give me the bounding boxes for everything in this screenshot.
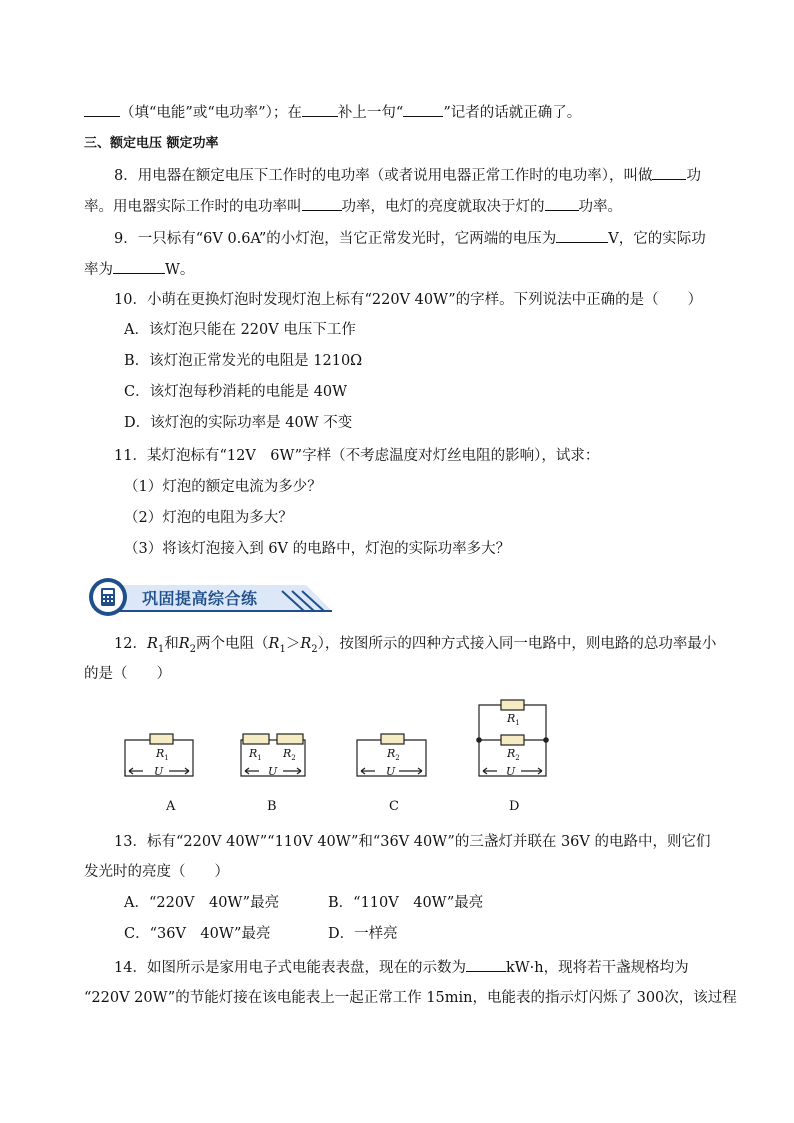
label-r: $R_2$ xyxy=(283,747,296,762)
option-b[interactable]: B．该灯泡正常发光的电阻是 1210Ω xyxy=(124,353,363,369)
question-12: 12．$R_1$和$R_2$两个电阻$(R_1>R_2)$，按图所示的四种方式接入同一电路中，则电路的总功率最小 xyxy=(114,636,717,655)
diagram-label-d: D xyxy=(509,799,520,814)
option-d[interactable]: D．该灯泡的实际功率是 40W 不变 xyxy=(124,415,353,431)
option-b[interactable]: B．“110V 40W”最亮 xyxy=(328,895,484,911)
fill-line-1: （填“电能”或“电功率”）；在 补上一句“ ”记者的话就正确了。 xyxy=(84,102,581,123)
diagram-label-a: A xyxy=(166,799,176,814)
question-14-cont: “220V 20W”的节能灯接在该电能表上一起正常工作 15min，电能表的指示灯闪烁了 300次，该过程 xyxy=(84,990,737,1006)
blank[interactable] xyxy=(545,196,579,211)
blank[interactable] xyxy=(84,102,120,117)
resistor-r2 xyxy=(277,734,303,744)
label-r: $R_2$ xyxy=(507,747,520,762)
option-c[interactable]: C．该灯泡每秒消耗的电能是 40W xyxy=(124,384,348,400)
resistor-r2 xyxy=(501,735,524,745)
label-r: $R_2$ xyxy=(387,747,400,762)
subquestion-2: （2）灯泡的电阻为多大？ xyxy=(124,510,293,526)
section-heading: 三、额定电压 额定功率 xyxy=(84,136,219,151)
banner-title: 巩固提高综合练 xyxy=(142,589,258,608)
blank[interactable] xyxy=(652,165,686,180)
label-r: $R_1$ xyxy=(249,747,262,762)
question-13: 13．标有“220V 40W”“110V 40W”和“36V 40W”的三盏灯并联在 36V 的电路中，则它们 xyxy=(114,834,711,850)
question-13-cont: 发光时的亮度（ ） xyxy=(84,864,229,880)
label-u: U xyxy=(154,765,164,778)
question-10: 10．小萌在更换灯泡时发现灯泡上标有“220V 40W”的字样。下列说法中正确的是（ ） xyxy=(114,292,703,308)
label-u: U xyxy=(268,765,278,778)
label-r: $R_1$ xyxy=(507,712,520,727)
subquestion-1: （1）灯泡的额定电流为多少？ xyxy=(124,479,322,495)
question-12-cont: 的是（ ） xyxy=(84,666,171,682)
circuit-diagrams xyxy=(115,698,565,823)
question-14: 14．如图所示是家用电子式电能表表盘，现在的示数为 kW·h，现将若干盏规格均为 xyxy=(114,957,689,978)
resistor-r1 xyxy=(501,700,524,710)
diagram-label-c: C xyxy=(389,799,399,814)
diagram-label-b: B xyxy=(267,799,277,814)
question-9: 9．一只标有“6V 0.6A”的小灯泡，当它正常发光时，它两端的电压为 V，它的实际功 xyxy=(114,228,706,249)
option-a[interactable]: A．“220V 40W”最亮 xyxy=(124,895,280,911)
subquestion-3: （3）将该灯泡接入到 6V 的电路中，灯泡的实际功率多大？ xyxy=(124,541,511,557)
label-r: $R_1$ xyxy=(156,747,169,762)
blank[interactable] xyxy=(302,196,342,211)
junction-node xyxy=(477,738,481,742)
question-9-cont: 率为 W。 xyxy=(84,259,194,280)
label-u: U xyxy=(506,765,516,778)
resistor-r2 xyxy=(381,734,404,744)
resistor-r1 xyxy=(243,734,269,744)
label-u: U xyxy=(386,765,396,778)
option-a[interactable]: A．该灯泡只能在 220V 电压下工作 xyxy=(124,322,356,338)
blank[interactable] xyxy=(466,957,506,972)
blank[interactable] xyxy=(302,102,338,117)
blank[interactable] xyxy=(113,259,165,274)
question-11: 11．某灯泡标有“12V 6W”字样（不考虑温度对灯丝电阻的影响），试求： xyxy=(114,448,600,464)
blank[interactable] xyxy=(403,102,443,117)
option-d[interactable]: D．一样亮 xyxy=(328,926,398,942)
question-8-cont: 率。用电器实际工作时的电功率叫 功率，电灯的亮度就取决于灯的 功率。 xyxy=(84,196,622,217)
option-c[interactable]: C．“36V 40W”最亮 xyxy=(124,926,271,942)
junction-node xyxy=(544,738,548,742)
question-8: 8．用电器在额定电压下工作时的电功率（或者说用电器正常工作时的电功率），叫做 功 xyxy=(114,165,701,186)
resistor-r1 xyxy=(150,734,173,744)
blank[interactable] xyxy=(556,228,608,243)
